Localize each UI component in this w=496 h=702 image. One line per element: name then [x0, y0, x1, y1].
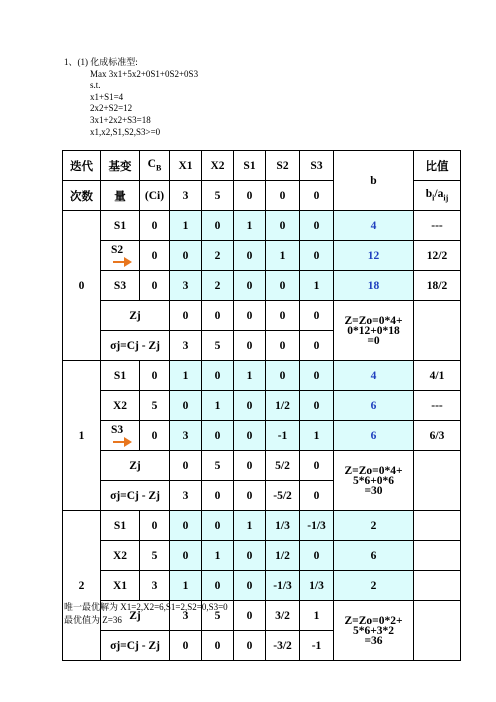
ratio-value: 4/1 [414, 361, 461, 391]
ratio-value: 18/2 [414, 271, 461, 301]
sigma-value: 5 [202, 331, 234, 361]
objective-note-line: Z=Zo=0*4+ [344, 464, 403, 477]
zj-value: 0 [234, 601, 266, 631]
rhs-value: 2 [334, 571, 414, 601]
header-var-s1: S1 [234, 151, 266, 181]
coefficient-cell: 0 [202, 361, 234, 391]
coefficient-cell: 1 [234, 211, 266, 241]
cost-x1: 3 [170, 181, 202, 211]
rhs-value: 6 [334, 421, 414, 451]
ratio-value: --- [414, 391, 461, 421]
table-row [63, 541, 461, 571]
objective-note-line: Z=Zo=0*2+ [344, 614, 403, 627]
coefficient-cell: 0 [300, 361, 334, 391]
sigma-value: 0 [266, 331, 300, 361]
cb-text: 0 [151, 219, 158, 232]
coefficient-cell: 0 [170, 391, 202, 421]
coefficient-cell: 0 [234, 241, 266, 271]
sigma-value: 3 [170, 481, 202, 511]
objective-note-line: =30 [364, 484, 383, 497]
objective-note [334, 601, 414, 661]
sigma-label: σj=Cj - Zj [101, 331, 170, 361]
objective-note [334, 451, 414, 511]
zj-value: 0 [170, 451, 202, 481]
objective-note-line: 5*6+0*6 [352, 474, 395, 487]
header-iteration-2: 次数 [63, 181, 101, 211]
cb-value [140, 391, 170, 421]
iteration-number: 1 [63, 361, 101, 511]
coefficient-cell: 1 [170, 571, 202, 601]
rhs-value: 12 [334, 241, 414, 271]
header-b: b [334, 151, 414, 211]
iteration-number: 0 [63, 211, 101, 361]
cb-text: 5 [151, 399, 158, 412]
cb-text: 0 [151, 279, 158, 292]
cost-s3: 0 [300, 181, 334, 211]
coefficient-cell: -1/3 [300, 511, 334, 541]
sigma-value: 0 [170, 631, 202, 661]
coefficient-cell: 0 [300, 211, 334, 241]
zj-value: 1 [300, 601, 334, 631]
optimal-solution: 唯一最优解为 X1=2,X2=6,S1=2,S2=0,S3=0 [64, 602, 228, 612]
sigma-value: -1 [300, 631, 334, 661]
coefficient-cell: 0 [234, 541, 266, 571]
ratio-value [414, 511, 461, 541]
zj-row [63, 301, 461, 331]
coefficient-cell: 1 [202, 391, 234, 421]
zj-value: 5 [202, 601, 234, 631]
header-ratio: 比值 [414, 151, 461, 181]
coefficient-cell: 0 [300, 241, 334, 271]
coefficient-cell: 2 [202, 271, 234, 301]
coefficient-cell: 0 [234, 391, 266, 421]
rhs-value: 4 [334, 211, 414, 241]
zj-value: 0 [234, 451, 266, 481]
zj-label: Zj [101, 601, 170, 631]
coefficient-cell: 1 [234, 361, 266, 391]
cb-value [140, 361, 170, 391]
coefficient-cell: 0 [234, 421, 266, 451]
sigma-value: 0 [300, 331, 334, 361]
cb-value [140, 211, 170, 241]
coefficient-cell: 2 [202, 241, 234, 271]
coefficient-cell: 0 [202, 421, 234, 451]
iteration-number: 2 [63, 511, 101, 661]
entering-arrow-icon [113, 257, 133, 267]
basis-variable: X1 [101, 571, 140, 601]
ratio-value: 6/3 [414, 421, 461, 451]
table-row [63, 391, 461, 421]
coefficient-cell: 1 [300, 271, 334, 301]
entering-arrow-icon [113, 437, 133, 447]
coefficient-cell: 1 [170, 361, 202, 391]
ratio-empty [414, 601, 461, 661]
problem-statement [64, 57, 198, 138]
zj-row [63, 451, 461, 481]
zj-value: 0 [300, 301, 334, 331]
conclusion [64, 601, 228, 627]
sigma-value: -5/2 [266, 481, 300, 511]
header-var-s2: S2 [266, 151, 300, 181]
cb-text: 3 [151, 579, 158, 592]
cb-text: 0 [151, 249, 158, 262]
table-row [63, 271, 461, 301]
ratio-value: 12/2 [414, 241, 461, 271]
header-iteration: 迭代 [63, 151, 101, 181]
zj-label: Zj [101, 301, 170, 331]
ratio-value [414, 541, 461, 571]
simplex-table [62, 150, 461, 661]
cb-text: 0 [151, 429, 158, 442]
cb-text: 0 [151, 519, 158, 532]
constraint-1: x1+S1=4 [90, 91, 124, 102]
objective-note-line: 0*12+0*18 [347, 324, 400, 337]
ratio-value [414, 571, 461, 601]
coefficient-cell: 0 [300, 391, 334, 421]
coefficient-cell: 1 [234, 511, 266, 541]
coefficient-cell: 0 [266, 211, 300, 241]
coefficient-cell: 0 [234, 271, 266, 301]
coefficient-cell: 1 [202, 541, 234, 571]
problem-heading: 1、(1) 化成标准型: [64, 57, 138, 67]
header-basis: 基变 [101, 151, 140, 181]
coefficient-cell: 1/2 [266, 391, 300, 421]
basis-variable: S3 [101, 421, 140, 451]
subject-to: s.t. [90, 80, 101, 91]
table-row [63, 211, 461, 241]
nonnegativity: x1,x2,S1,S2,S3>=0 [90, 126, 161, 137]
coefficient-cell: 0 [266, 271, 300, 301]
coefficient-cell: -1/3 [266, 571, 300, 601]
coefficient-cell: 1/3 [300, 571, 334, 601]
header-basis-2: 量 [101, 181, 140, 211]
basis-variable: S1 [101, 511, 140, 541]
coefficient-cell: 0 [300, 541, 334, 571]
coefficient-cell: 1/3 [266, 511, 300, 541]
zj-value: 3/2 [266, 601, 300, 631]
objective-note-line: Z=Zo=0*4+ [344, 314, 403, 327]
constraint-3: 3x1+2x2+S3=18 [90, 114, 151, 125]
cb-value [140, 271, 170, 301]
table-row [63, 571, 461, 601]
table-row [63, 241, 461, 271]
cb-text: 5 [151, 549, 158, 562]
sigma-label: σj=Cj - Zj [101, 631, 170, 661]
ratio-empty [414, 451, 461, 511]
coefficient-cell: 0 [202, 571, 234, 601]
sigma-label: σj=Cj - Zj [101, 481, 170, 511]
cb-value [140, 571, 170, 601]
sigma-value: -3/2 [266, 631, 300, 661]
sigma-value: 0 [234, 631, 266, 661]
coefficient-cell: 1 [300, 421, 334, 451]
sigma-value: 0 [234, 331, 266, 361]
objective-function: Max 3x1+5x2+0S1+0S2+0S3 [90, 68, 199, 79]
coefficient-cell: 1/2 [266, 541, 300, 571]
coefficient-cell: 0 [170, 241, 202, 271]
zj-value: 3 [170, 601, 202, 631]
cb-value [140, 421, 170, 451]
header-row-1 [63, 151, 461, 181]
coefficient-cell: -1 [266, 421, 300, 451]
objective-note-line: 5*6+3*2 [352, 624, 395, 637]
zj-value: 0 [300, 451, 334, 481]
cost-s2: 0 [266, 181, 300, 211]
cb-value [140, 511, 170, 541]
rhs-value: 2 [334, 511, 414, 541]
table-row [63, 421, 461, 451]
constraint-2: 2x2+S2=12 [90, 103, 133, 114]
zj-value: 0 [202, 301, 234, 331]
rhs-value: 18 [334, 271, 414, 301]
zj-value: 0 [170, 301, 202, 331]
coefficient-cell: 0 [202, 511, 234, 541]
coefficient-cell: 3 [170, 271, 202, 301]
coefficient-cell: 0 [202, 211, 234, 241]
basis-variable: S1 [101, 211, 140, 241]
header-cb: $C_B$ [140, 151, 170, 181]
coefficient-cell: 3 [170, 421, 202, 451]
basis-variable: S3 [101, 271, 140, 301]
coefficient-cell: 1 [170, 211, 202, 241]
zj-value: 0 [234, 301, 266, 331]
coefficient-cell: 0 [170, 541, 202, 571]
rhs-value: 6 [334, 391, 414, 421]
zj-label: Zj [101, 451, 170, 481]
header-var-x2: X2 [202, 151, 234, 181]
cb-value [140, 241, 170, 271]
cb-value [140, 541, 170, 571]
optimal-value: 最优值为 Z=36 [64, 615, 122, 625]
coefficient-cell: 0 [266, 361, 300, 391]
header-var-s3: S3 [300, 151, 334, 181]
rhs-value: 6 [334, 541, 414, 571]
basis-variable: X2 [101, 391, 140, 421]
header-ratio-2: $b_i/a_{ij}$ [414, 181, 461, 211]
sigma-value: 0 [202, 631, 234, 661]
basis-variable: X2 [101, 541, 140, 571]
zj-value: 5 [202, 451, 234, 481]
objective-note-line: =0 [367, 334, 380, 347]
sigma-value: 3 [170, 331, 202, 361]
cost-x2: 5 [202, 181, 234, 211]
rhs-value: 4 [334, 361, 414, 391]
table-row [63, 511, 461, 541]
coefficient-cell: 1 [266, 241, 300, 271]
objective-note [334, 301, 414, 361]
sigma-value: 0 [300, 481, 334, 511]
objective-note-line: =36 [364, 634, 383, 647]
header-ci: (Ci) [140, 181, 170, 211]
coefficient-cell: 0 [234, 571, 266, 601]
zj-value: 5/2 [266, 451, 300, 481]
ratio-empty [414, 301, 461, 361]
sigma-value: 0 [234, 481, 266, 511]
basis-variable: S1 [101, 361, 140, 391]
coefficient-cell: 0 [170, 511, 202, 541]
sigma-value: 0 [202, 481, 234, 511]
basis-variable: S2 [101, 241, 140, 271]
table-row [63, 361, 461, 391]
cost-s1: 0 [234, 181, 266, 211]
cb-text: 0 [151, 369, 158, 382]
zj-value: 0 [266, 301, 300, 331]
header-var-x1: X1 [170, 151, 202, 181]
ratio-value: --- [414, 211, 461, 241]
